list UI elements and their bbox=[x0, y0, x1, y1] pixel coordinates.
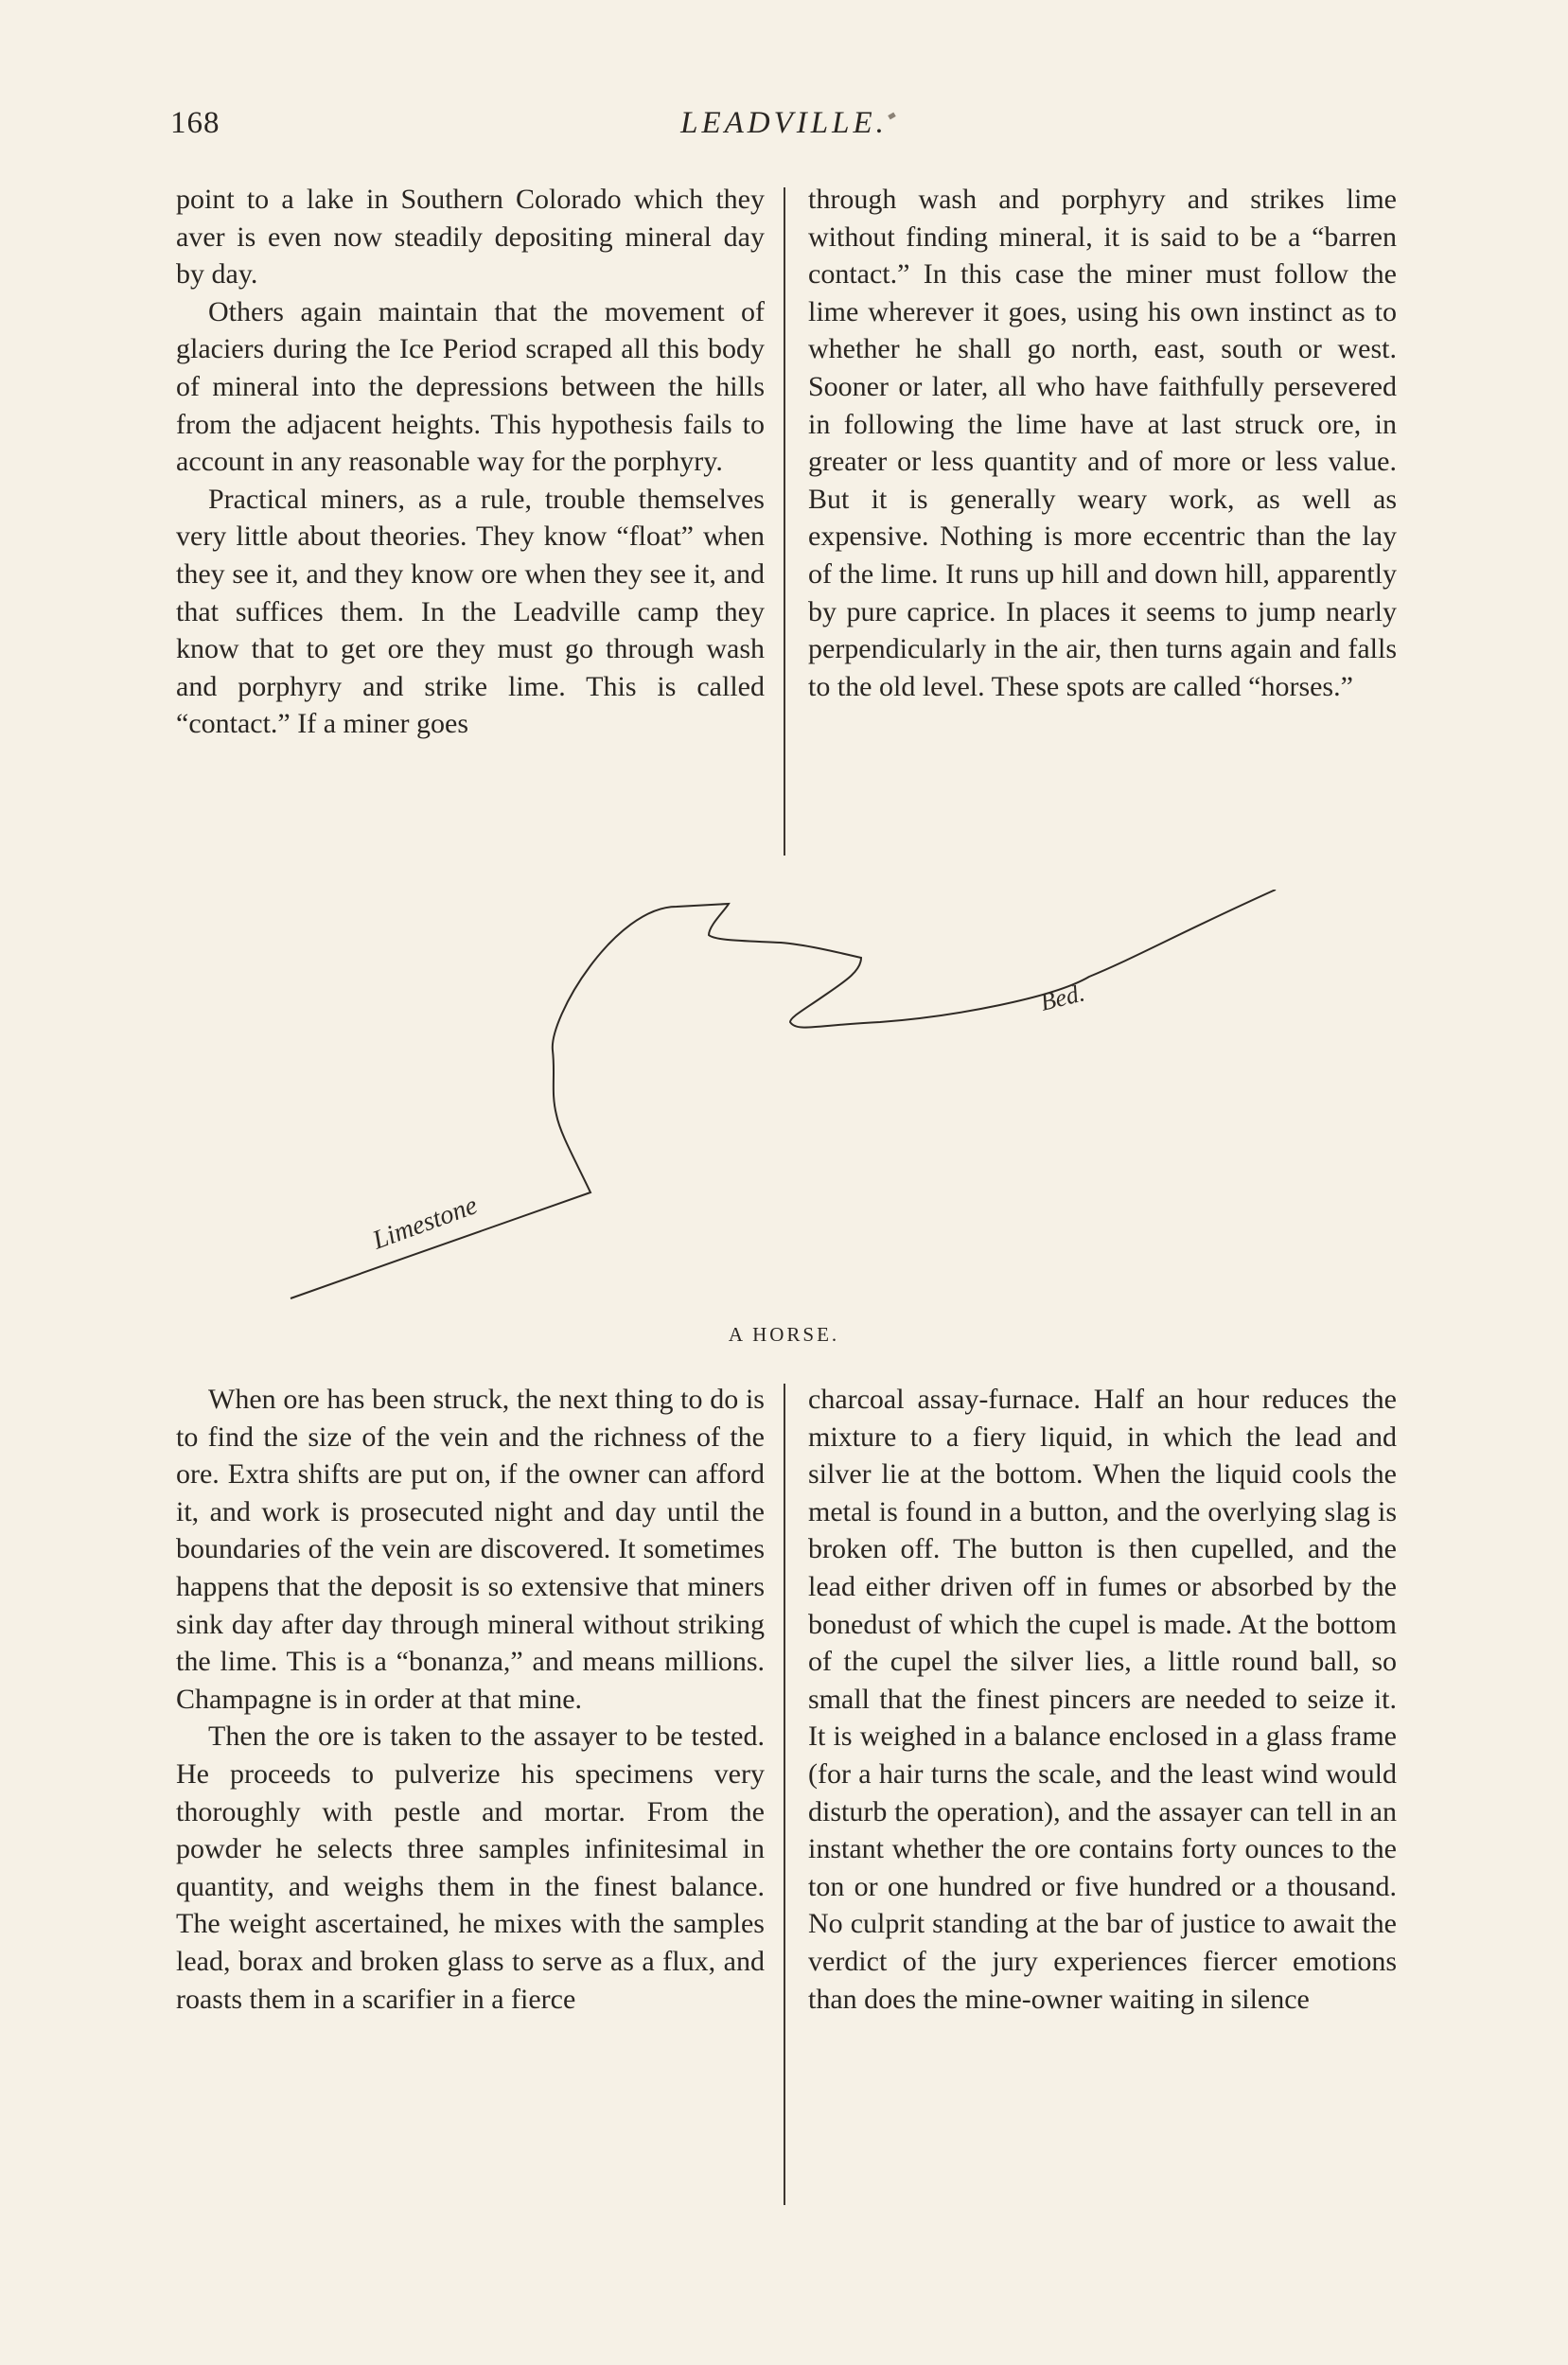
paragraph: charcoal assay-furnace. Half an hour reduces the mixture to a fiery liquid, in which the lead and silver lie at the bottom. When the liquid cools the metal is found in a button, and the overlying slag is broken off. The button is then cupelled, and the lead either driven off in fumes or absorbed by the bonedust of which the cupel is made. At the bottom of the cupel the silver lies, a little round ball, so small that the finest pincers are needed to seize it. It is weighed in a balance enclosed in a glass frame (for a hair turns the scale, and the least wind would disturb the operation), and the assayer can tell in an instant whether the ore contains forty ounces to the ton or one hundred or five hundred or a thousand. No culprit standing at the bar of justice to await the verdict of the jury experiences fiercer emotions than does the mine-owner waiting in silence bbox=[808, 1384, 1397, 2015]
paragraph: Then the ore is taken to the assayer to be tested. He proceeds to pulverize his specimens very thoroughly with pestle and mortar. From the powder he selects three samples infinitesimal in quantity, and weighs them in the finest balance. The weight ascertained, he mixes with the samples lead, borax and broken glass to serve as a flux, and roasts them in a scarifier in a fierce bbox=[176, 1721, 765, 2015]
column-divider bbox=[784, 187, 785, 856]
bottom-right-column bbox=[808, 1381, 1397, 2214]
page-number: 168 bbox=[170, 106, 220, 140]
bed-label: Bed. bbox=[1037, 979, 1087, 1016]
paragraph: When ore has been struck, the next thing to do is to find the size of the vein and the richness of the ore. Extra shifts are put on, if the owner can afford it, and work is prosecuted night and day until the boundaries of the vein are discovered. It sometimes happens that the deposit is so extensive that miners sink day after day through mineral without striking the lime. This is a “bonanza,” and means millions. Champagne is in order at that mine. bbox=[176, 1384, 765, 1715]
column-divider bbox=[784, 1384, 785, 2205]
horse-diagram bbox=[274, 890, 1315, 1315]
paragraph: through wash and porphyry and strikes lime without finding mineral, it is said to be a “barren contact.” In this case the miner must follow the lime wherever it goes, using his own instinct as to whether he shall go north, east, south or west. Sooner or later, all who have faithfully persevered in following the lime have at last struck ore, in greater or less quantity and of more or less value. But it is generally weary work, as well as expensive. Nothing is more eccentric than the lay of the lime. It runs up hill and down hill, apparently by pure caprice. In places it seems to jump nearly perpendicularly in the air, then turns again and falls to the old level. These spots are called “horses.” bbox=[808, 184, 1397, 702]
top-right-column bbox=[808, 181, 1397, 862]
limestone-bed-line bbox=[291, 890, 1276, 1298]
paragraph: point to a lake in Southern Colorado which they aver is even now steadily depositing mineral day by day. bbox=[176, 184, 765, 291]
paragraph: Others again maintain that the movement of glaciers during the Ice Period scraped all this body of mineral into the depressions between the hills from the adjacent heights. This hypothesis fails to account in any reasonable way for the porphyry. bbox=[176, 295, 765, 478]
paragraph: Practical miners, as a rule, trouble themselves very little about theories. They know “float” when they see it, and they know ore when they see it, and that suffices them. In the Leadville camp they know that to get ore they must go through wash and porphyry and strike lime. This is called “contact.” If a miner goes bbox=[176, 483, 765, 740]
top-left-column bbox=[176, 181, 765, 862]
bottom-left-column bbox=[176, 1381, 765, 2214]
figure-caption: A HORSE. bbox=[728, 1323, 840, 1346]
running-title: LEADVILLE. bbox=[680, 106, 888, 140]
limestone-label: Limestone bbox=[368, 1191, 482, 1256]
